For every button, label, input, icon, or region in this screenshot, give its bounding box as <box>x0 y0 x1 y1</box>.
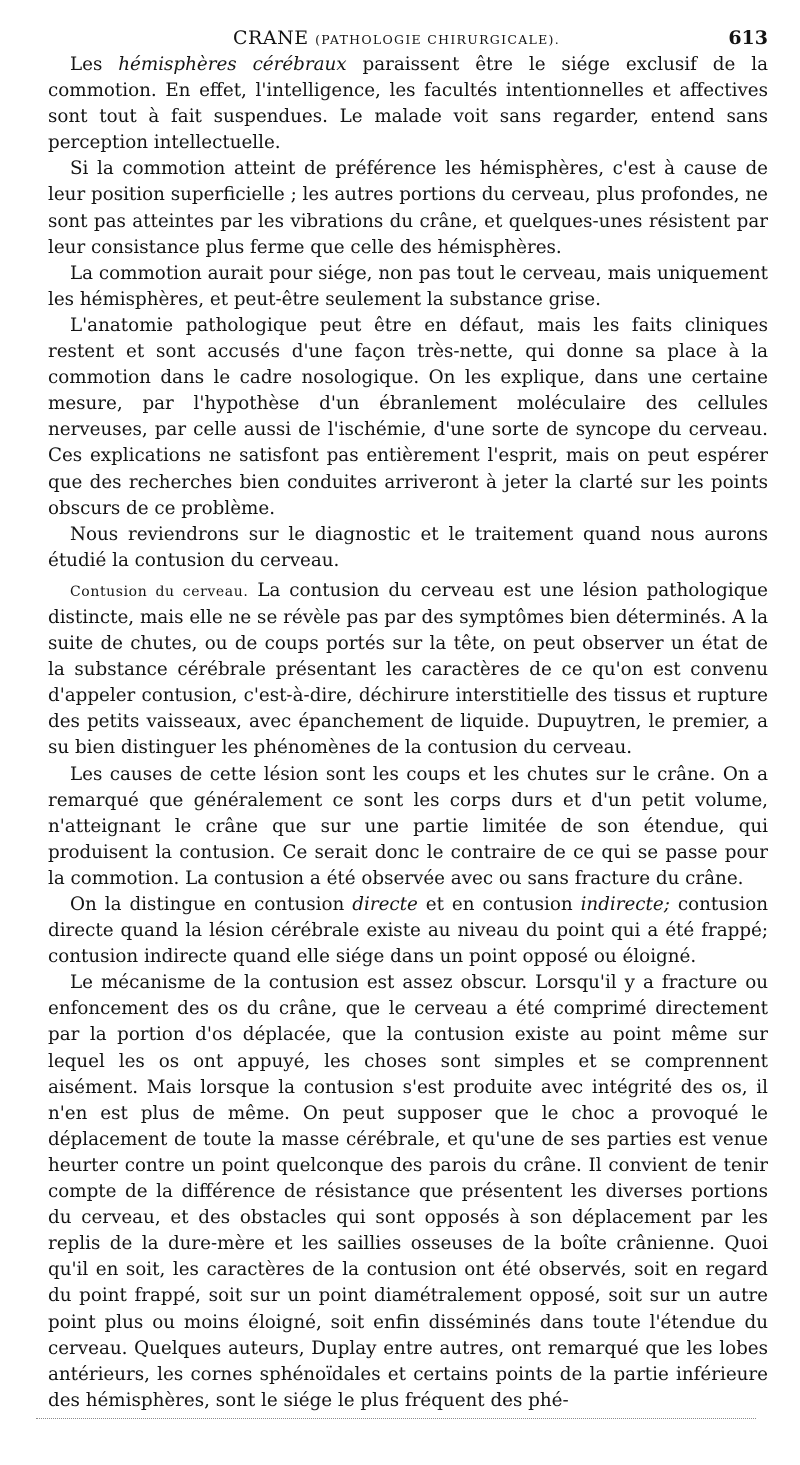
header-subtitle: (PATHOLOGIE CHIRURGICALE). <box>315 32 560 47</box>
body-text <box>48 52 768 1414</box>
document-page <box>48 0 768 1414</box>
header-title-text: CRANE <box>233 27 309 49</box>
emphasis-indirecte: indirecte; <box>580 894 670 915</box>
paragraph-9: Le mécanisme de la contusion est assez obscur. Lorsqu'il y a fracture ou enfoncement des os du crâne, que le cerveau a été comprimé directement par la portion d'os déplacée, que la contusion existe au point même sur lequel les os ont appuyé, les choses sont simples et se comprennent aisément. Mais lorsque la contusion s'est produite avec intégrité des os, il n'en est plus de même. On peut supposer que le choc a provoqué le déplacement de toute la masse cérébrale, et qu'une de ses parties est venue heurter contre un point quelconque des parois du crâne. Il convient de tenir compte de la différence de résistance que présentent les diverses portions du cerveau, et des obstacles qui sont opposés à son déplacement par les replis de la dure-mère et les saillies osseuses de la boîte crânienne. Quoi qu'il en soit, les caractères de la contusion ont été observés, soit en regard du point frappé, soit sur un point diamétralement opposé, soit sur un autre point plus ou moins éloigné, soit enfin disséminés dans toute l'étendue du cerveau. Quelques auteurs, Duplay entre autres, ont remarqué que les lobes antérieurs, les cornes sphénoïdales et certains points de la partie inférieure des hémisphères, sont le siége le plus fréquent des phé- <box>48 972 768 1411</box>
emphasis-directe: directe <box>352 894 418 915</box>
paragraph-5: Nous reviendrons sur le diagnostic et le traitement quand nous aurons étudié la contusion du cerveau. <box>48 523 768 571</box>
paragraph-6: Contusion du cerveau. La contusion du cerveau est une lésion pathologique distincte, mais elle ne se révèle pas par des symptômes bien déterminés. A la suite de chutes, ou de coups portés sur la tête, on peut observer un état de la substance cérébrale présentant les caractères de ce qu'on est convenu d'appeler contusion, c'est-à-dire, déchirure interstitielle des tissus et rupture des petits vaisseaux, avec épanchement de liquide. Dupuytren, le premier, a su bien distinguer les phénomènes de la contusion du cerveau. <box>48 579 769 759</box>
paragraph-2: Si la commotion atteint de préférence les hémisphères, c'est à cause de leur position superficielle ; les autres portions du cerveau, plus profondes, ne sont pas atteintes par les vibrations du crâne, et quelques-unes résistent par leur consistance plus ferme que celle des hémisphères. <box>48 158 768 258</box>
paragraph-3: La commotion aurait pour siége, non pas tout le cerveau, mais uniquement les hémisphères, et peut-être seulement la substance grise. <box>48 262 768 310</box>
running-header <box>48 0 768 52</box>
emphasis-hemispheres: hémisphères cérébraux <box>118 54 347 75</box>
section-heading-contusion: Contusion du cerveau. <box>70 583 249 600</box>
paragraph-4: L'anatomie pathologique peut être en défaut, mais les faits cliniques restent et sont accusés d'une façon très-nette, qui donne sa place à la commotion dans le cadre nosologique. On les explique, dans une certaine mesure, par l'hypothèse d'un ébranlement moléculaire des cellules nerveuses, par celle aussi de l'ischémie, d'une sorte de syncope du cerveau. Ces explications ne satisfont pas entièrement l'esprit, mais on peut espérer que des recherches bien conduites arriveront à jeter la clarté sur les points obscurs de ce problème. <box>48 314 768 519</box>
paragraph-7: Les causes de cette lésion sont les coups et les chutes sur le crâne. On a remarqué que généralement ce sont les corps durs et d'un petit volume, n'atteignant le crâne que sur une partie limitée de son étendue, qui produisent la contusion. Ce serait donc le contraire de ce qui se passe pour la commotion. La contusion a été observée avec ou sans fracture du crâne. <box>48 763 768 889</box>
footer-dotted-rule <box>36 1418 756 1419</box>
header-title <box>233 27 560 49</box>
paragraph-1: Les hémisphères cérébraux paraissent être le siége exclusif de la commotion. En effet, l'intelligence, les facultés intentionnelles et affectives sont tout à fait suspendues. Le malade voit sans regarder, entend sans perception intellectuelle. <box>48 54 768 154</box>
page-number: 613 <box>728 27 768 49</box>
paragraph-8: On la distingue en contusion directe et en contusion indirecte; contusion directe quand la lésion cérébrale existe au niveau du point qui a été frappé; contusion indirecte quand elle siége dans un point opposé ou éloigné. <box>48 894 768 968</box>
